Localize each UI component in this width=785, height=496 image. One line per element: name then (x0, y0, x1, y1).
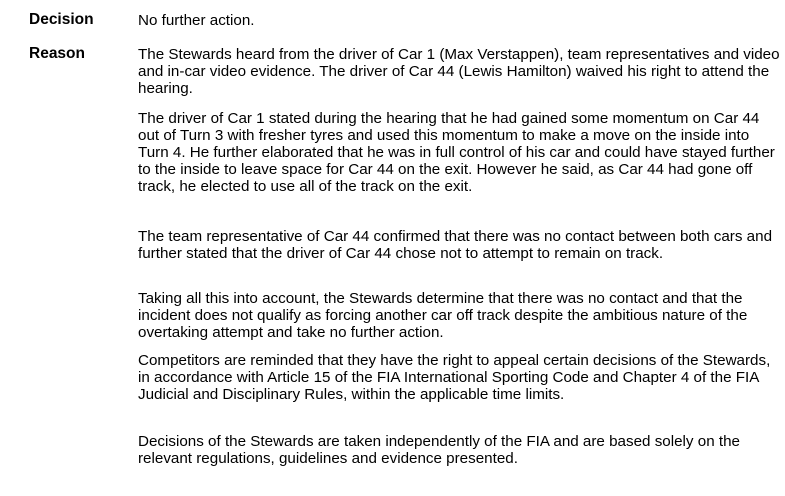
reason-paragraph-hearing: The Stewards heard from the driver of Car 1 (Max Verstappen), team representatives and video and in-car video evidence. The driver of Car 44 (Lewis Hamilton) waived his right to attend the hearing. (138, 46, 780, 97)
reason-paragraph-independence: Decisions of the Stewards are taken independently of the FIA and are based solely on the relevant regulations, guidelines and evidence presented. (138, 433, 740, 467)
reason-paragraph-car44-team: The team representative of Car 44 confirmed that there was no contact between both cars and further stated that the driver of Car 44 chose not to attempt to remain on track. (138, 228, 773, 262)
reason-paragraph-appeal-notice: Competitors are reminded that they have the right to appeal certain decisions of the Stewards, in accordance with Article 15 of the FIA International Sporting Code and Chapter 4 of the FIA Judicial and Disciplinary Rules, within the applicable time limits. (138, 352, 771, 403)
decision-label: Decision (29, 11, 94, 28)
reason-label: Reason (29, 45, 85, 62)
reason-paragraph-determination: Taking all this into account, the Stewards determine that there was no contact and that the incident does not qualify as forcing another car off track despite the ambitious nature of the overtaking attempt and take no further action. (138, 290, 748, 341)
decision-text: No further action. (138, 12, 255, 29)
reason-paragraph-car1-statement: The driver of Car 1 stated during the hearing that he had gained some momentum on Car 44 out of Turn 3 with fresher tyres and used this momentum to make a move on the inside into Turn 4. He further elaborated that he was in full control of his car and could have stayed further to the inside to leave space for Car 44 on the exit. However he said, as Car 44 had gone off track, he elected to use all of the track on the exit. (138, 110, 775, 195)
